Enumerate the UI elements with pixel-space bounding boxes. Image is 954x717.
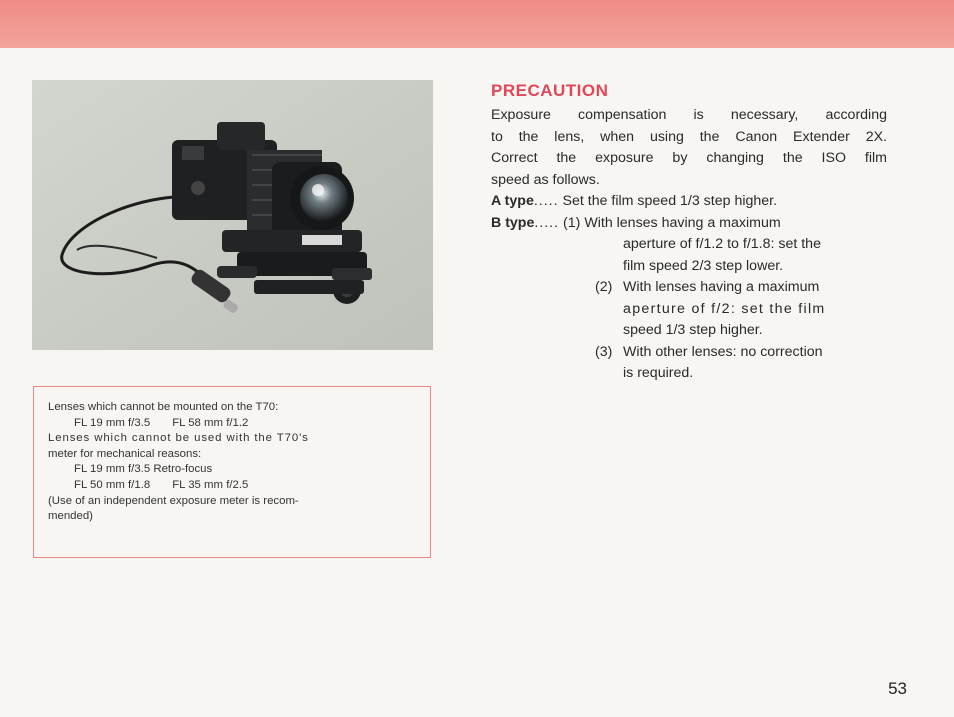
b-item-text: speed 1/3 step higher. — [623, 322, 763, 338]
header-band — [0, 0, 954, 48]
lens-entry: FL 19 mm f/3.5 — [74, 416, 151, 429]
intro-line: speed as follows. — [491, 171, 600, 188]
a-type-line — [491, 191, 887, 213]
lens-entry: FL 35 mm f/2.5 — [172, 478, 249, 491]
note-line: mended) — [48, 510, 93, 523]
incompatible-lenses-note — [33, 386, 431, 558]
camera-bellows-photo — [32, 80, 433, 350]
note-line: Lenses which cannot be mounted on the T70: — [48, 401, 279, 413]
b-item-text: aperture of f/2: set the film — [623, 300, 826, 317]
note-line — [48, 478, 416, 494]
note-line — [48, 416, 416, 432]
note-line: Lenses which cannot be used with the T70's — [48, 432, 309, 445]
a-type-text: Set the film speed 1/3 step higher. — [562, 193, 778, 209]
b-item-1 — [491, 234, 887, 277]
b-type-line — [491, 213, 887, 235]
b-type-label: B type — [491, 214, 535, 231]
lens-entry: FL 50 mm f/1.8 — [74, 478, 151, 491]
b-item-text: With other lenses: no correction — [623, 343, 823, 360]
leader-dots: ..... — [534, 214, 560, 231]
intro-line: Correct the exposure by changing the ISO film — [491, 150, 887, 166]
precaution-section — [491, 80, 887, 385]
precaution-heading: PRECAUTION — [491, 81, 609, 100]
b-item-text: is required. — [623, 365, 694, 381]
b-item-text: With lenses having a maximum — [584, 214, 781, 231]
leader-dots: ..... — [533, 193, 559, 209]
intro-line: to the lens, when using the Canon Extender 2X. — [491, 128, 887, 145]
a-type-label: A type — [491, 193, 534, 209]
b-item-num: (2) — [595, 279, 613, 295]
b-item-num: (1) — [563, 214, 581, 231]
note-line: (Use of an independent exposure meter is recom- — [48, 494, 299, 507]
lens-entry: FL 58 mm f/1.2 — [172, 416, 249, 429]
b-item-num: (3) — [595, 343, 613, 360]
intro-line: Exposure compensation is necessary, according — [491, 107, 887, 123]
note-line: meter for mechanical reasons: — [48, 447, 202, 460]
b-item-3 — [491, 342, 887, 385]
camera-illustration — [32, 80, 433, 350]
page-number: 53 — [888, 679, 907, 698]
b-item-text: With lenses having a maximum — [623, 279, 820, 295]
b-item-text: film speed 2/3 step lower. — [623, 257, 784, 274]
lens-entry: FL 19 mm f/3.5 Retro-focus — [74, 463, 213, 476]
b-item-text: aperture of f/1.2 to f/1.8: set the — [623, 236, 821, 252]
b-item-2 — [491, 277, 887, 342]
